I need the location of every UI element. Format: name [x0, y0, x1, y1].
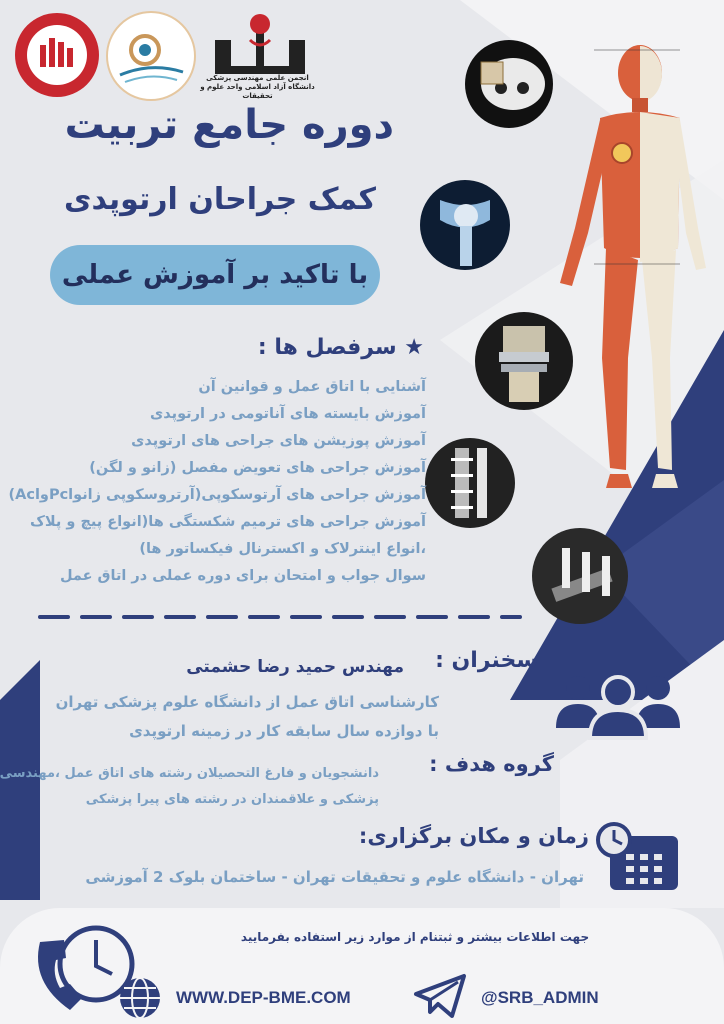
time-place-heading: زمان و مکان برگزاری: [358, 824, 589, 848]
website-link[interactable]: WWW.DEP-BME.COM [176, 988, 351, 1007]
topics-heading: ★ سرفصل ها : [257, 335, 424, 360]
globe-icon [118, 976, 162, 1020]
topic-item: آشنایی با اتاق عمل و قوانین آن [198, 379, 426, 395]
footer-note: جهت اطلاعات بیشتر و ثبتنام از موارد زیر استفاده بفرمایید [240, 930, 590, 944]
skull-image [465, 40, 553, 128]
topic-item: سوال جواب و امتحان برای دوره عملی در اتاق عمل [59, 568, 426, 584]
topic-item: آموزش جراحی های آرتوسکوپی(آرتروسکوپی زانوPclوAcl) [8, 487, 426, 503]
topic-item: آموزش جراحی های تعویض مفصل (زانو و لگن) [89, 460, 426, 476]
telegram-link[interactable]: @SRB_ADMIN [481, 988, 599, 1007]
page-title: دوره جامع تربیت [64, 102, 394, 148]
speaker-desc: کارشناسی اتاق عمل از دانشگاه علوم پزشکی تهران [55, 693, 439, 711]
logo-association [105, 10, 197, 102]
speaker-heading: سخنران : [435, 648, 538, 673]
anatomy-figure [530, 28, 710, 518]
hip-xray-image [420, 180, 510, 270]
topic-item: آموزش جراحی های ترمیم شکستگی ها(انواع پیچ و پلاک [30, 514, 426, 530]
speaker-name: مهندس حمید رضا حشمتی [186, 657, 404, 677]
plate-xray-image [425, 438, 515, 528]
dashed-divider [0, 607, 724, 627]
logo-university-caption: انجمن علمی مهندسی پزشکی دانشگاه آزاد اسلامی واحد علوم و تحقیقات [200, 74, 315, 100]
knee-implant-image [475, 312, 573, 410]
calendar-clock-icon [596, 822, 682, 894]
time-place-desc: تهران - دانشگاه علوم و تحقیقات تهران - ساختمان بلوک 2 آموزشی [85, 868, 584, 886]
target-heading: گروه هدف : [429, 752, 554, 776]
page-subtitle: کمک جراحان ارتوپدی [64, 182, 376, 217]
people-icon [548, 668, 688, 740]
star-icon: ★ [404, 335, 424, 360]
speaker-desc: با دوازده سال سابقه کار در زمینه ارتوپدی [129, 722, 439, 740]
topic-item: ،انواع اینترلاک و اکسترنال فیکساتور ها) [139, 541, 426, 557]
logo-red-seal [12, 10, 102, 100]
target-desc: دانشجویان و فارغ التحصیلان رشته های اتاق عمل ،مهندسی [0, 766, 379, 781]
emphasis-pill [50, 245, 380, 305]
target-desc: پزشکی و علاقمندان در رشته های پیرا پزشکی [85, 792, 379, 807]
telegram-icon [412, 972, 468, 1020]
topic-item: آموزش بایسته های آناتومی در ارتوپدی [149, 406, 426, 422]
topics-list [6, 374, 426, 590]
emphasis-pill-label: با تاکید بر آموزش عملی [61, 260, 369, 290]
topic-item: آموزش پوزیشن های جراحی های ارتوپدی [131, 433, 426, 449]
